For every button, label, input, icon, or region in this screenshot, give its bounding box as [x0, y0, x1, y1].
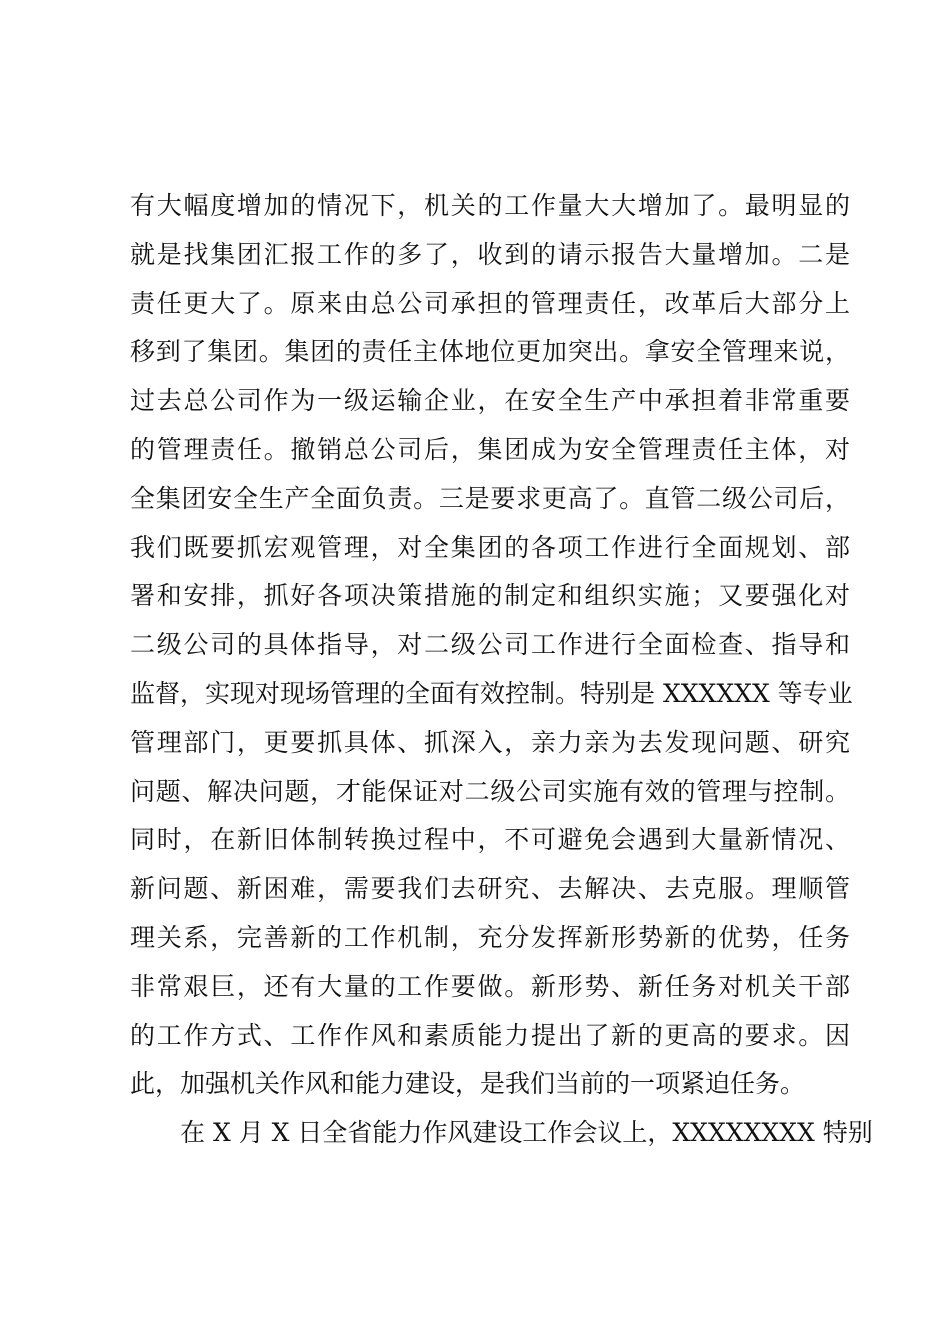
text-line: 监督，实现对现场管理的全面有效控制。特别是 XXXXXX 等专业 — [130, 678, 853, 708]
body-text — [130, 182, 873, 1158]
text-line: 的工作方式、工作作风和素质能力提出了新的更高的要求。因 — [130, 1020, 850, 1050]
text-line: 移到了集团。集团的责任主体地位更加突出。拿安全管理来说， — [130, 337, 850, 367]
text-line: 理关系，完善新的工作机制，充分发挥新形势新的优势，任务 — [130, 922, 850, 952]
text-line: 二级公司的具体指导，对二级公司工作进行全面检查、指导和 — [130, 630, 850, 660]
text-line: 管理部门，更要抓具体、抓深入，亲力亲为去发现问题、研究 — [130, 727, 850, 757]
text-line: 问题、解决问题，才能保证对二级公司实施有效的管理与控制。 — [130, 776, 850, 806]
text-line: 有大幅度增加的情况下，机关的工作量大大增加了。最明显的 — [130, 191, 850, 220]
text-line: 署和安排，抓好各项决策措施的制定和组织实施；又要强化对 — [130, 581, 850, 611]
text-line: 就是找集团汇报工作的多了，收到的请示报告大量增加。二是 — [130, 239, 850, 269]
text-line: 全集团安全生产全面负责。三是要求更高了。直管二级公司后， — [130, 483, 850, 513]
text-line: 同时，在新旧体制转换过程中，不可避免会遇到大量新情况、 — [130, 825, 850, 855]
text-line: 责任更大了。原来由总公司承担的管理责任，改革后大部分上 — [130, 288, 850, 318]
text-line: 的管理责任。撤销总公司后，集团成为安全管理责任主体，对 — [130, 434, 850, 464]
text-line: 非常艰巨，还有大量的工作要做。新形势、新任务对机关干部 — [130, 971, 850, 1001]
paragraph-start-line: 在 X 月 X 日全省能力作风建设工作会议上，XXXXXXXX 特别 — [180, 1118, 873, 1148]
text-line: 我们既要抓宏观管理，对全集团的各项工作进行全面规划、部 — [130, 532, 850, 562]
paragraph-end-line: 此，加强机关作风和能力建设，是我们当前的一项紧迫任务。 — [130, 1069, 806, 1099]
text-line: 新问题、新困难，需要我们去研究、去解决、去克服。理顺管 — [130, 874, 850, 904]
text-line: 过去总公司作为一级运输企业，在安全生产中承担着非常重要 — [130, 386, 850, 416]
